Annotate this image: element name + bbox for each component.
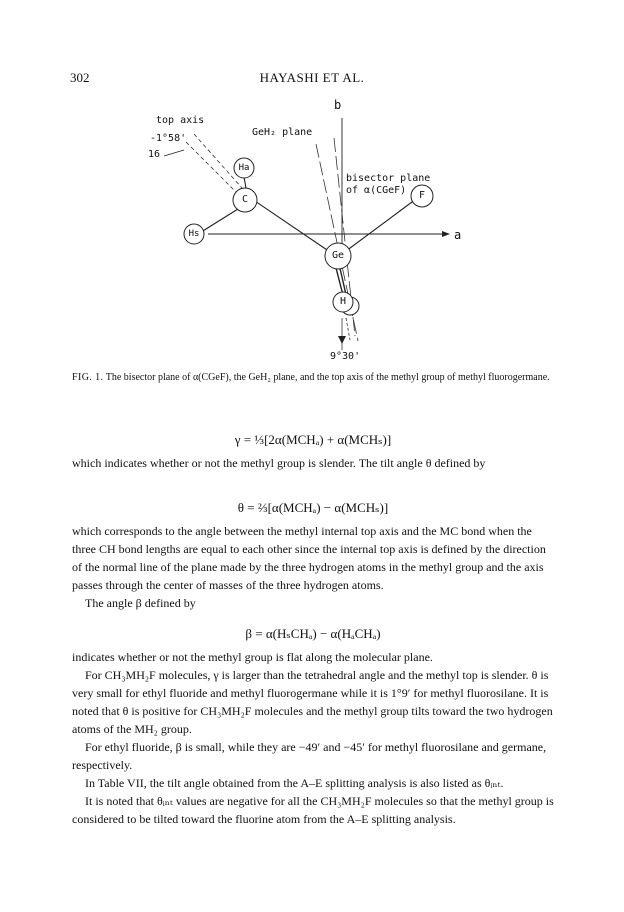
angle-arrow-16: [164, 150, 184, 156]
page-number: 302: [70, 70, 90, 85]
ge-f-bond: [342, 199, 416, 254]
figure-1: [120, 96, 480, 368]
paragraph-block: [72, 648, 554, 828]
h-atom-label: H: [339, 296, 347, 307]
paragraph-2: [72, 522, 554, 612]
paragraph-1: [72, 454, 554, 472]
running-head: HAYASHI ET AL.: [259, 70, 365, 85]
a-axis-arrow: [442, 231, 450, 237]
c-hs-bond: [198, 209, 238, 234]
equation-gamma: γ = ⅓[2α(MCHₐ) + α(MCHₛ)]: [234, 432, 392, 447]
bottom-angle-line-2: [346, 318, 350, 340]
page-header: [70, 70, 554, 88]
geh2-plane-label: GeH₂ plane: [252, 127, 313, 138]
bisector-plane-label-1: bisector plane: [346, 173, 431, 184]
top-axis-line-2: [194, 134, 242, 188]
c-ha-bond: [244, 177, 246, 188]
paragraph-3-text: The angle β defined by: [85, 596, 196, 610]
figure-caption: [72, 371, 552, 385]
paragraph-1-text: which indicates whether or not the methyl group is slender. The tilt angle θ defined by: [72, 456, 486, 470]
top-axis-line: [186, 142, 238, 194]
b-axis-label: b: [334, 98, 342, 112]
equation-beta: β = α(HₛCHₐ) − α(HₐCHₐ): [245, 626, 381, 641]
ge-atom-label: Ge: [331, 250, 345, 261]
paragraph-8-text: It is noted that θᵢₙₜ values are negative for all the CH₃MH₂F molecules so that the methyl group is considered to be tilted toward the fluorine atom from the A–E splitting analysis.: [72, 794, 554, 826]
paragraph-4-text: indicates whether or not the methyl group is flat along the molecular plane.: [72, 650, 433, 664]
angle-label-top: -1°58': [150, 133, 187, 144]
bottom-angle-arrow: [338, 336, 346, 344]
equation-theta: θ = ⅔[α(MCHₐ) − α(MCHₛ)]: [237, 500, 389, 515]
top-axis-label: top axis: [156, 115, 205, 126]
bisector-plane-label-2: of α(CGeF): [346, 185, 407, 196]
paragraph-7-text: In Table VII, the tilt angle obtained from the A–E splitting analysis is also listed as θᵢₙₜ.: [85, 776, 504, 790]
angle-label-bottom: 9°30': [330, 351, 361, 362]
angle-label-16: 16: [148, 149, 161, 160]
a-axis-label: a: [454, 228, 462, 242]
paragraph-6-text: For ethyl fluoride, β is small, while they are −49′ and −45′ for methyl fluorosilane and germane, respectively.: [72, 740, 547, 772]
paragraph-2-text: which corresponds to the angle between the methyl internal top axis and the MC bond when the three CH bond lengths are equal to each other since the internal top axis is defined by the direction of the normal line of the plane made by the three hydrogen atoms in the methyl group and the axis passes through the center of masses of the three hydrogen atoms.: [72, 524, 546, 592]
paragraph-5-text: For CH₃MH₂F molecules, γ is larger than the tetrahedral angle and the methyl top is slender. θ is very small for ethyl fluoride and methyl fluorogermane while it is 1°9′ for methyl fluorosilane. It is noted that θ is positive for CH₃MH₂F molecules and the methyl group tilts toward the two hydrogen atoms of the MH₂ group.: [72, 668, 553, 736]
c-ge-bond: [252, 199, 333, 254]
figure-tag: FIG. 1.: [72, 372, 104, 383]
f-atom-label: F: [418, 190, 426, 201]
ha-atom-label: Ha: [238, 163, 250, 173]
c-atom-label: C: [241, 194, 249, 205]
hs-atom-label: Hs: [188, 229, 200, 239]
caption-text: The bisector plane of α(CGeF), the GeH₂ plane, and the top axis of the methyl group of methyl fluorogermane.: [105, 372, 550, 383]
